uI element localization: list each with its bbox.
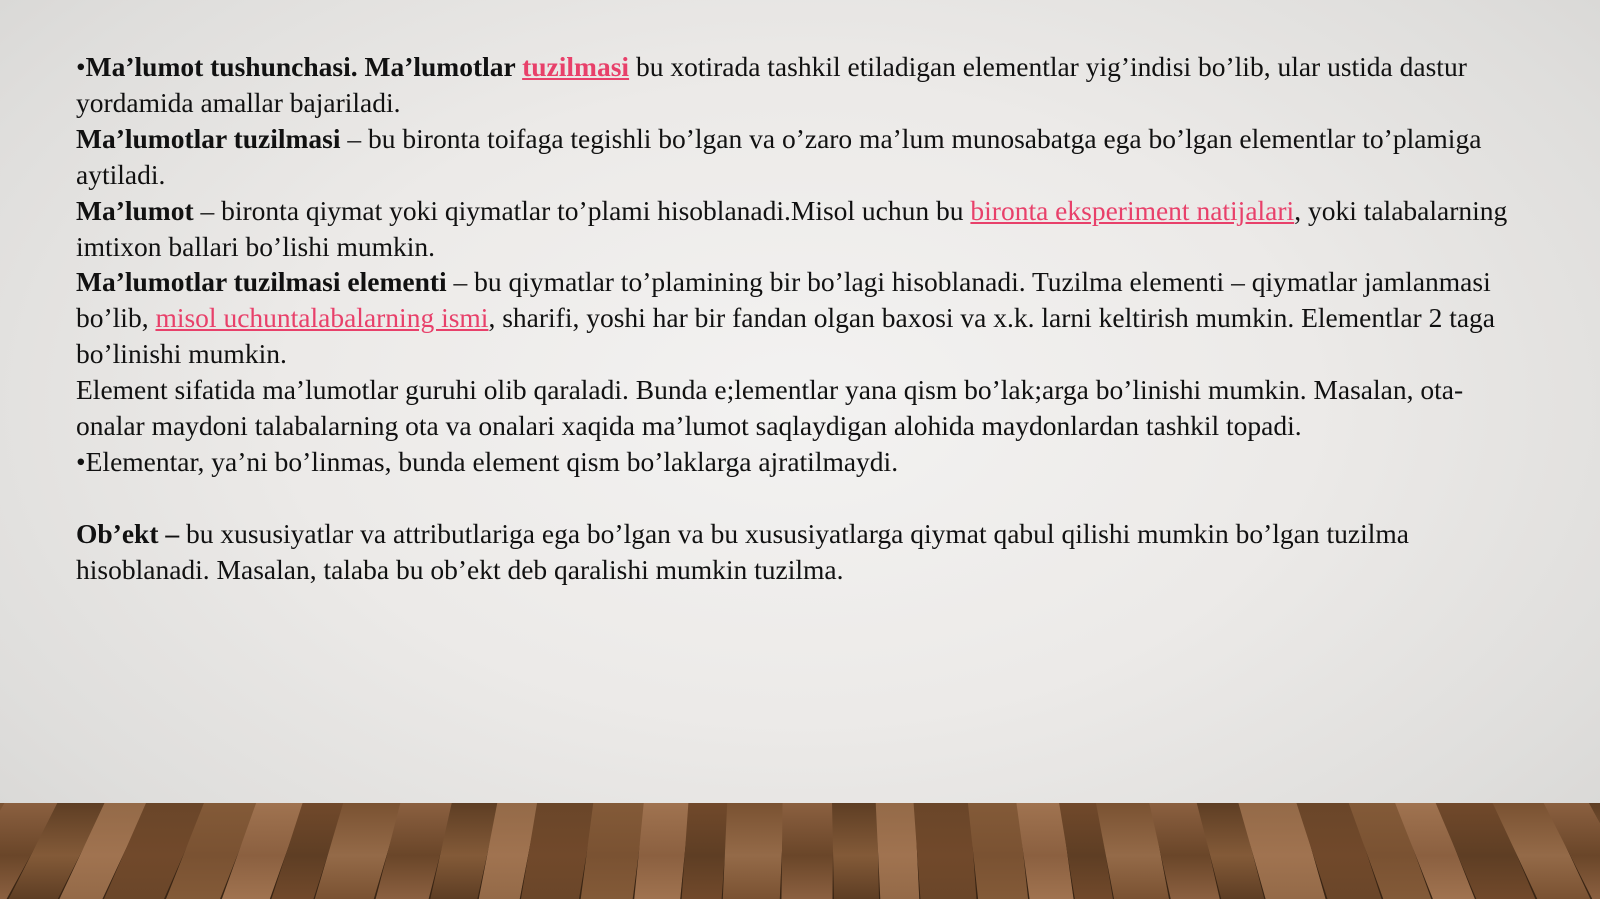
paragraph [76,264,1516,372]
text-run: •Elementar, ya’ni bo’linmas, bunda element qism bo’laklarga ajratilmaydi. [76,445,899,477]
text-run: – bironta qiymat yoki qiymatlar to’plami hisoblanadi.Misol uchun bu [193,194,971,226]
bold-text-run: Ma’lumot tushunchasi. Ma’lumotlar [85,51,523,82]
paragraph [76,193,1516,265]
text-run: – bu bironta toifaga tegishli bo’lgan va o’zaro ma’lum munosabatga ega bo’lgan elementlar to’plamiga aytiladi. [76,122,1482,190]
bold-text-run: Ma’lumot [76,194,194,226]
text-run: Element sifatida ma’lumotlar guruhi olib qaraladi. Bunda e;lementlar yana qism bo’lak;arga bo’linishi mumkin. Masalan, ota-onalar maydoni talabalarning ota va onalari xaqida ma’lumot saqlaydigan alohida maydonlardan tashkil topadi. [76,374,1464,442]
paragraph [76,121,1516,193]
hyperlink[interactable]: misol uchuntalabalarning ismi [155,302,489,334]
text-run: • [76,51,86,82]
bold-text-run: – [158,517,186,549]
text-run: bu xotirada tashkil etiladigan elementlar yig’indisi bo’lib, ular ustida dastur yordamida amallar bajariladi. [76,51,1467,118]
paragraph [76,444,1516,480]
paragraph [76,516,1516,588]
text-run: bu xususiyatlar va attributlariga ega bo’lgan va bu xususiyatlarga qiymat qabul qilishi mumkin bo’lgan tuzilma hisoblanadi. Masalan, talaba bu ob’ekt deb qaralishi mumkin tuzilma. [76,517,1409,585]
paragraph [76,49,1516,121]
floor-plank [781,803,835,899]
bold-text-run: Ma’lumotlar tuzilmasi elementi [76,266,447,298]
blank-line [76,480,1516,516]
wooden-floor-image [0,803,1600,899]
slide-text-body [76,49,1516,588]
text-run: – bu qiymatlar to’plamining bir bo’lagi hisoblanadi. Tuzilma elementi – qiymatlar jamlanmasi bo’lib, [76,266,1491,334]
floor-plank [832,803,881,899]
hyperlink[interactable]: bironta eksperiment natijalari [970,194,1295,226]
bold-text-run: Ma’lumotlar tuzilmasi [76,122,341,154]
text-run: , sharifi, yoshi har bir fandan olgan baxosi va x.k. larni keltirish mumkin. Elementlar 2 taga bo’linishi mumkin. [76,302,1496,370]
floor-plank [723,803,786,899]
paragraph [76,372,1516,444]
bold-text-run: Ob’ekt [76,517,159,549]
text-run: , yoki talabalarning imtixon ballari bo’lishi mumkin. [76,194,1508,262]
hyperlink[interactable]: tuzilmasi [522,51,630,82]
